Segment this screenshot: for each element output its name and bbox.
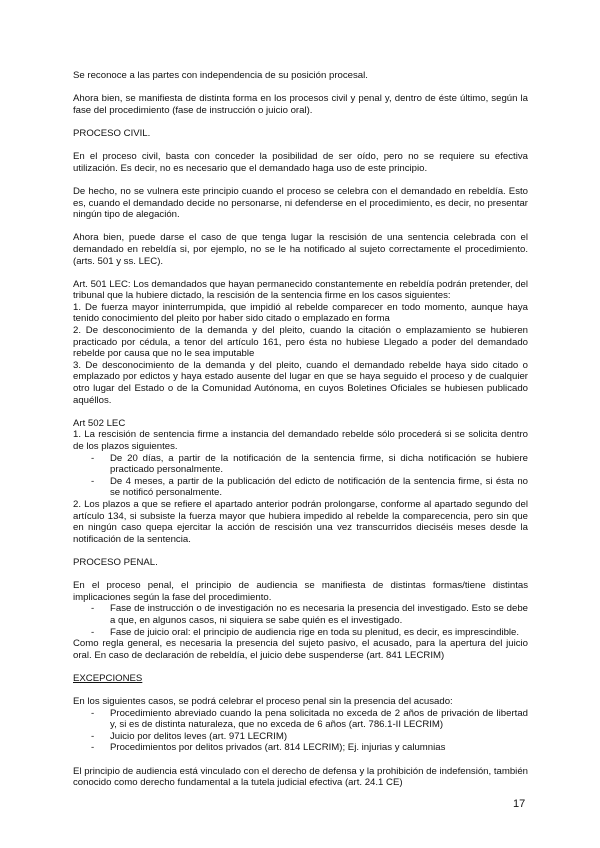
paragraph: En el proceso civil, basta con conceder la posibilidad de ser oído, pero no se requiere su efectiva utilización. Es decir, no es necesario que el demandado haga uso de este principio.	[73, 151, 528, 174]
paragraph: Ahora bien, se manifiesta de distinta forma en los procesos civil y penal y, dentro de éste último, según la fase del procedimiento (fase de instrucción o juicio oral).	[73, 93, 528, 116]
paragraph: En los siguientes casos, se podrá celebrar el proceso penal sin la presencia del acusado:	[73, 696, 453, 708]
paragraph: Se reconoce a las partes con independencia de su posición procesal.	[73, 70, 368, 81]
list-item: - Procedimiento abreviado cuando la pena solicitada no exceda de 2 años de privación de libertad y, si es de distinta naturaleza, que no exceda de 6 años (art. 786.1-II LECRIM)	[73, 708, 528, 731]
penal-phase-list	[73, 603, 528, 638]
document-page	[73, 70, 528, 789]
article-501-item: 3. De desconocimiento de la demanda y del pleito, cuando el demandado rebelde haya sido citado o emplazado por edictos y haya estado ausente del lugar en que se haya seguido el proceso y de cualquier otro lugar del Estado o de la Comunidad Autónoma, en cuyos Boletines Oficiales se hubiesen publicado aquéllos.	[73, 359, 528, 406]
article-501-item: 1. De fuerza mayor ininterrumpida, que impidió al rebelde comparecer en todo momento, aunque haya tenido conocimiento del pleito por haber sido citado o emplazado en forma	[73, 301, 528, 325]
article-502-item: 2. Los plazos a que se refiere el apartado anterior podrán prolongarse, conforme al apartado segundo del artículo 134, si subsiste la fuerza mayor que hubiera impedido al rebelde la comparecencia, pero sin que en ningún caso quepa ejercitar la acción de rescisión una vez transcurridos dieciséis meses desde la notificación de la sentencia.	[73, 498, 528, 545]
list-item: - Fase de juicio oral: el principio de audiencia rige en toda su plenitud, es decir, es imprescindible.	[73, 627, 528, 639]
paragraph: En el proceso penal, el principio de audiencia se manifiesta de distintas formas/tiene distintas implicaciones según la fase del procedimiento.	[73, 580, 528, 603]
article-502-list	[73, 453, 528, 499]
section-heading-penal: PROCESO PENAL.	[73, 556, 158, 568]
page-number: 17	[513, 798, 526, 810]
list-item: - Fase de instrucción o de investigación no es necesaria la presencia del investigado. Esto se debe a que, en algunos casos, ni siquiera se sabe quién es el investigado.	[73, 603, 528, 626]
paragraph: Como regla general, es necesaria la presencia del sujeto pasivo, el acusado, para la apertura del juicio oral. En caso de declaración de rebeldía, el juicio debe suspenderse (art. 841 LECRIM)	[73, 638, 528, 661]
article-502-title: Art 502 LEC	[73, 417, 126, 429]
article-502-item: 1. La rescisión de sentencia firme a instancia del demandado rebelde sólo procederá si se solicita dentro de los plazos siguientes.	[73, 429, 528, 452]
paragraph: Ahora bien, puede darse el caso de que tenga lugar la rescisión de una sentencia celebrada con el demandado en rebeldía si, por ejemplo, no se le ha notificado al sujeto correctamente el procedimiento. (arts. 501 y ss. LEC).	[73, 232, 528, 267]
list-item: - Juicio por delitos leves (art. 971 LECRIM)	[73, 731, 528, 743]
article-501-item: 2. De desconocimiento de la demanda y del pleito, cuando la citación o emplazamiento se hubieren practicado por cédula, a tenor del artículo 161, pero ésta no hubiese Llegado a poder del demandado rebelde por causa que no le sea imputable	[73, 325, 528, 360]
section-heading-civil: PROCESO CIVIL.	[73, 127, 151, 139]
section-heading-excepciones: EXCEPCIONES	[73, 672, 143, 684]
paragraph: De hecho, no se vulnera este principio cuando el proceso se celebra con el demandado en rebeldía. Esto es, cuando el demandado decide no personarse, ni defenderse en el procedimiento, es decir, no presentar ningún tipo de alegación.	[73, 185, 528, 221]
excepciones-list	[73, 708, 528, 754]
article-501-intro: Art. 501 LEC: Los demandados que hayan permanecido constantemente en rebeldía podrán pretender, del tribunal que la hubiere dictado, la rescisión de la sentencia firme en los casos siguientes:	[73, 278, 528, 302]
list-item: - De 20 días, a partir de la notificación de la sentencia firme, si dicha notificación se hubiere practicado personalmente.	[73, 453, 528, 476]
paragraph: El principio de audiencia está vinculado con el derecho de defensa y la prohibición de indefensión, también conocido como derecho fundamental a la tutela judicial efectiva (art. 24.1 CE)	[73, 765, 528, 789]
list-item: - De 4 meses, a partir de la publicación del edicto de notificación de la sentencia firme, si ésta no se notificó personalmente.	[73, 476, 528, 499]
list-item: - Procedimientos por delitos privados (art. 814 LECRIM); Ej. injurias y calumnias	[73, 742, 528, 754]
